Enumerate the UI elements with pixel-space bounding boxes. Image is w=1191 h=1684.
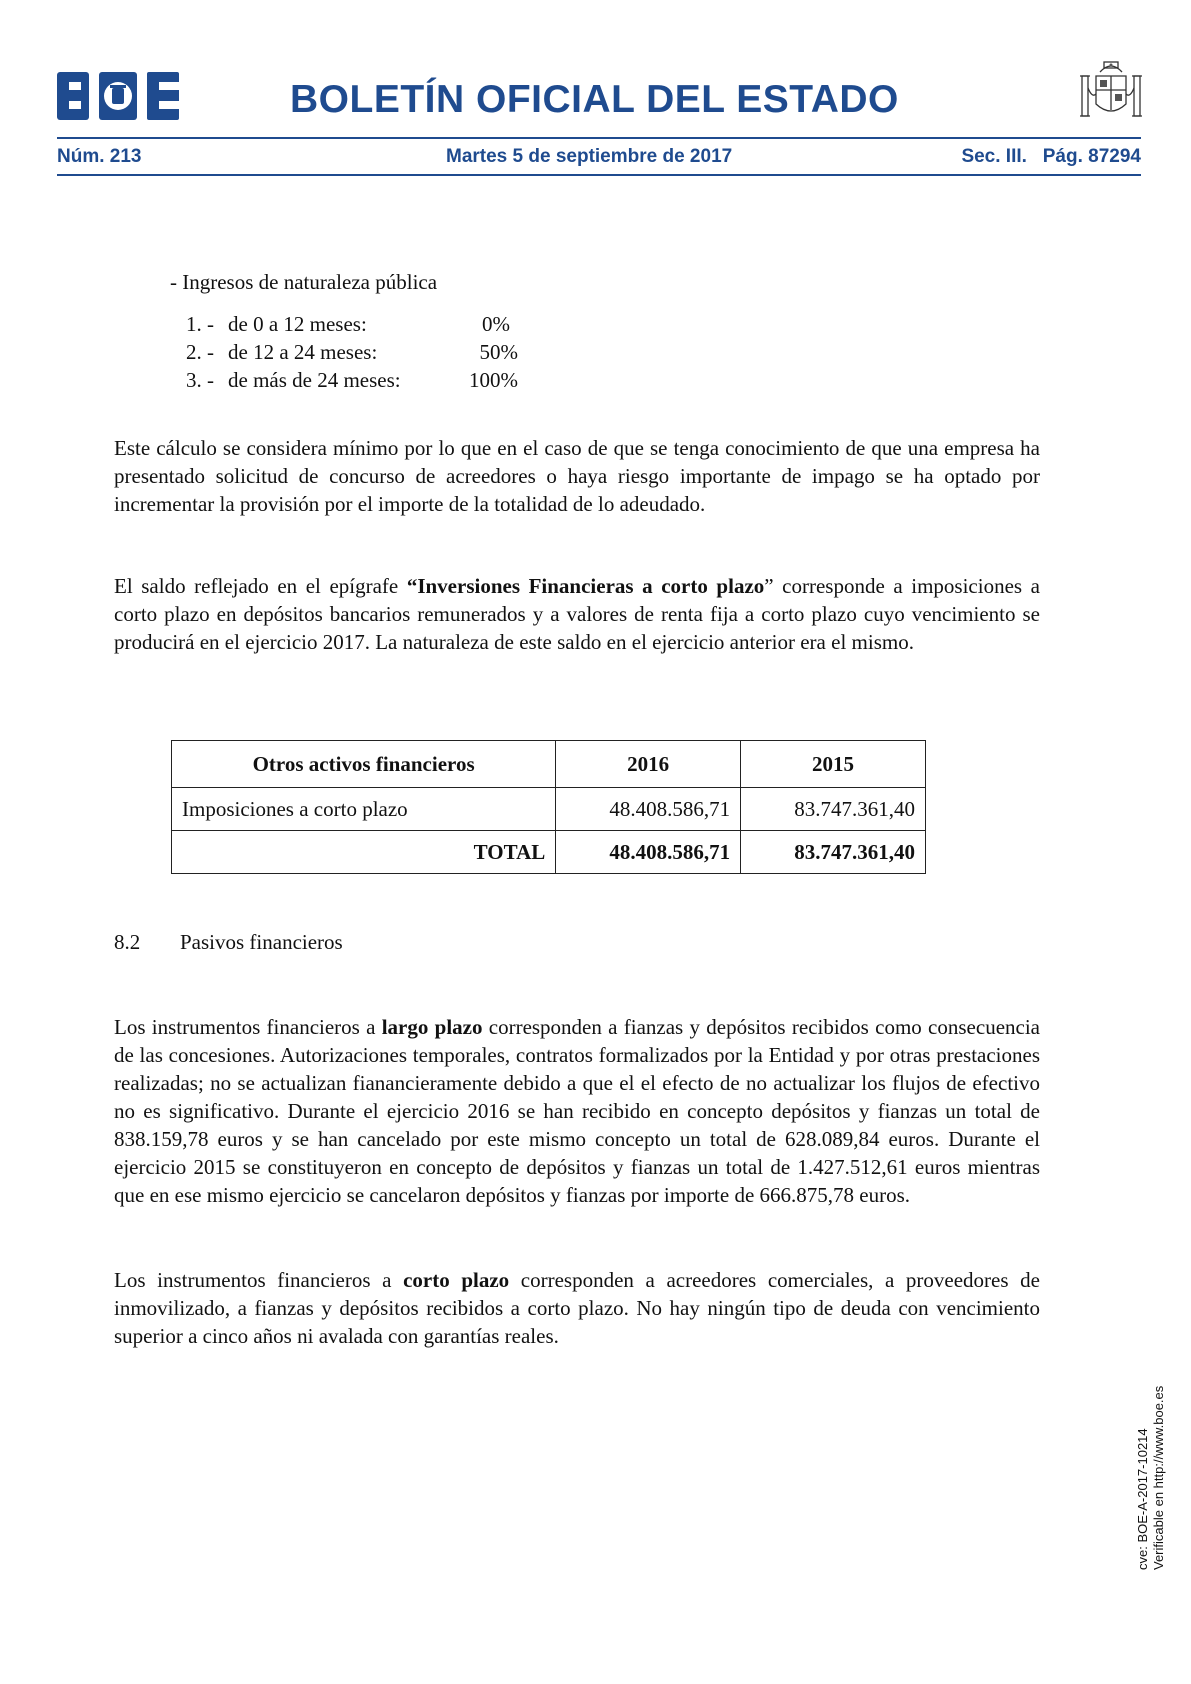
text-span: ” corresponde a imposiciones a corto plazo en depósitos bancarios remunerados y a valores de renta fija a corto plazo cuyo vencimiento se producirá en el ejercicio 2017. La naturaleza de este saldo en el ejercicio anterior era el mismo. (114, 574, 1040, 654)
issue-date: Martes 5 de septiembre de 2017 (446, 146, 733, 167)
list-item (186, 368, 518, 396)
list-item-value: 100% (469, 368, 518, 392)
table-cell: 83.747.361,40 (741, 831, 926, 874)
list-item-number: 2. - (186, 340, 214, 364)
table-cell: TOTAL (172, 831, 556, 874)
table-cell: Imposiciones a corto plazo (172, 788, 556, 831)
list-item-value: 50% (479, 340, 518, 364)
bold-text: largo plazo (381, 1015, 483, 1039)
list-item-number: 1. - (186, 312, 214, 336)
paragraph-largo-plazo (114, 1013, 1040, 1209)
text-span: Los instrumentos financieros a (114, 1015, 382, 1039)
table-header-cell: Otros activos financieros (172, 741, 556, 788)
table-header-cell: 2015 (741, 741, 926, 788)
table-cell: 48.408.586,71 (556, 788, 741, 831)
list-item-text: de más de 24 meses: (228, 368, 401, 392)
paragraph-calculo: Este cálculo se considera mínimo por lo que en el caso de que se tenga conocimiento de que una empresa ha presentado solicitud de concurso de acreedores o haya riesgo importante de impago se ha optado por incrementar la provisión por el importe de la totalidad de lo adeudado. (114, 436, 1040, 516)
table-header-row (172, 741, 926, 788)
section-title: Pasivos financieros (180, 930, 343, 954)
page-title: BOLETÍN OFICIAL DEL ESTADO (290, 78, 899, 121)
list-item-text: de 0 a 12 meses: (228, 312, 367, 336)
text-span: El saldo reflejado en el epígrafe (114, 574, 407, 598)
financial-assets-table (171, 740, 926, 874)
issue-number: Núm. 213 (57, 146, 142, 167)
header-rule-bottom (57, 174, 1141, 176)
section-page: Sec. III. Pág. 87294 (961, 146, 1141, 167)
list-item-text: de 12 a 24 meses: (228, 340, 378, 364)
table-header-cell: 2016 (556, 741, 741, 788)
table-row (172, 788, 926, 831)
table-cell: 83.747.361,40 (741, 788, 926, 831)
verification-url: Verificable en http://www.boe.es (1151, 1385, 1166, 1570)
cve-code: cve: BOE-A-2017-10214 (1135, 1428, 1150, 1570)
bold-text: “Inversiones Financieras a corto plazo (406, 574, 765, 598)
list-item (186, 340, 518, 368)
list-item-number: 3. - (186, 368, 214, 392)
table-cell: 48.408.586,71 (556, 831, 741, 874)
text-span: corresponden a fianzas y depósitos recibidos como consecuencia de las concesiones. Autorizaciones temporales, contratos formalizados por la Entidad y por otras prestaciones realizadas; no se actualizan fianancieramente debido a que el el efecto de no actualizar los flujos de efectivo no es significativo. Durante el ejercicio 2016 se han recibido en concepto depósitos y fianzas un total de 838.159,78 euros y se han cancelado por este mismo concepto un total de 628.089,84 euros. Durante el ejercicio 2015 se constituyeron en concepto de depósitos y fianzas un total de 1.427.512,61 euros mientras que en ese mismo ejercicio se cancelaron depósitos y fianzas por importe de 666.875,78 euros. (114, 1015, 1040, 1207)
section-number: 8.2 (114, 930, 141, 954)
ingresos-heading: - Ingresos de naturaleza pública (170, 270, 438, 294)
text-span: Los instrumentos financieros a (114, 1268, 404, 1292)
verification-stamp (1135, 1386, 1167, 1570)
paragraph-saldo (114, 572, 1040, 656)
bold-text: corto plazo (403, 1268, 510, 1292)
list-item-value: 0% (482, 312, 510, 336)
coat-of-arms-icon (1078, 58, 1144, 128)
text-span: corresponden a acreedores comerciales, a proveedores de inmovilizado, a fianzas y depósitos recibidos a corto plazo. No hay ningún tipo de deuda con vencimiento superior a cinco años ni avalada con garantías reales. (114, 1268, 1040, 1348)
paragraph-corto-plazo (114, 1266, 1040, 1350)
table-total-row (172, 831, 926, 874)
list-item (186, 312, 518, 340)
boe-logo (57, 72, 179, 120)
header-rule-top (57, 137, 1141, 139)
